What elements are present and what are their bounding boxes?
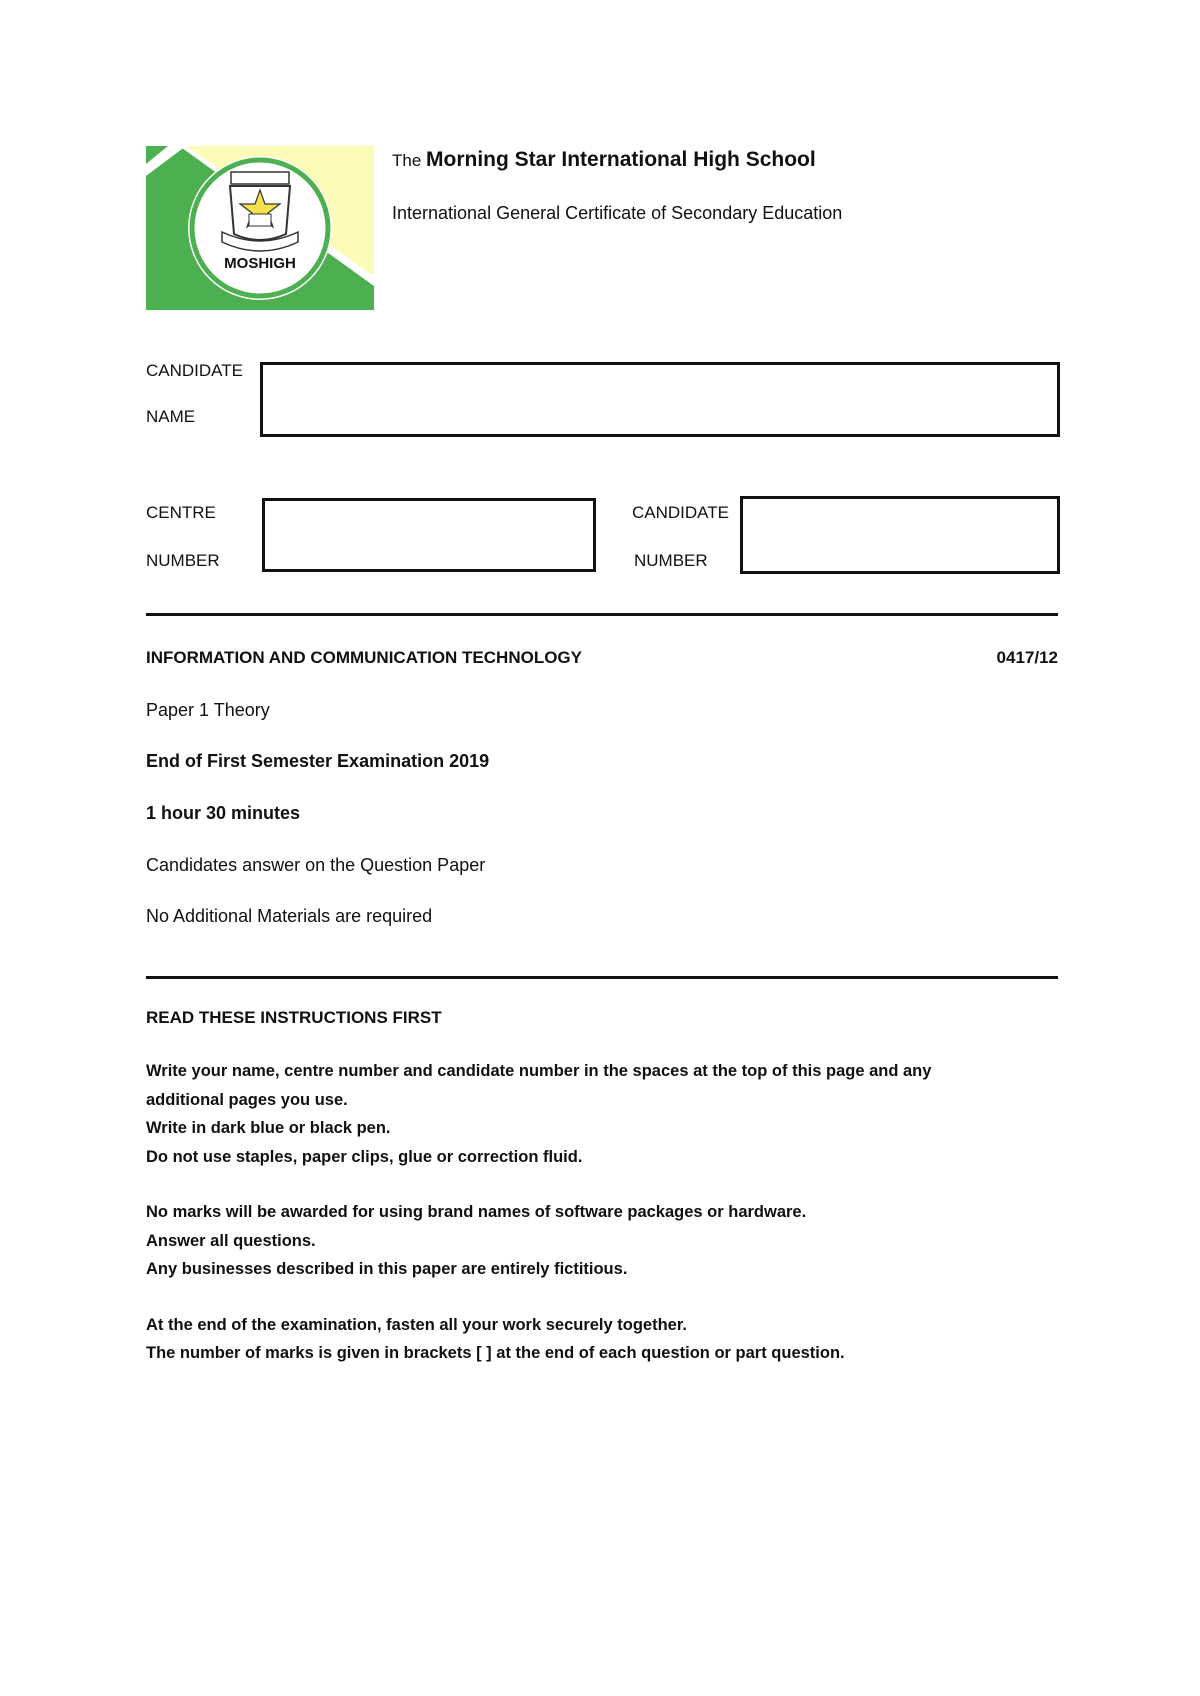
instruction-line: Do not use staples, paper clips, glue or correction fluid. <box>146 1147 583 1166</box>
paper-code: 0417/12 <box>996 648 1058 667</box>
instruction-line: Write your name, centre number and candidate number in the spaces at the top of this page and any <box>146 1062 932 1080</box>
instructions-paragraph <box>146 1311 1026 1368</box>
school-title <box>392 148 816 172</box>
candidate-name-field[interactable] <box>260 362 1060 437</box>
candidate-name-label-line1: CANDIDATE <box>146 361 243 380</box>
centre-number-label-line2: NUMBER <box>146 551 220 570</box>
instructions-body <box>146 1057 1026 1395</box>
centre-number-label-line1: CENTRE <box>146 503 216 522</box>
paper-name: Paper 1 Theory <box>146 700 270 720</box>
qualification-title: International General Certificate of Secondary Education <box>392 203 843 223</box>
candidate-number-label-line2: NUMBER <box>634 551 708 570</box>
candidate-number-field[interactable] <box>740 496 1060 574</box>
school-logo <box>146 146 374 310</box>
candidate-name-label-line2: NAME <box>146 407 196 426</box>
centre-number-field[interactable] <box>262 498 596 572</box>
materials-note: No Additional Materials are required <box>146 906 433 926</box>
instruction-line: Any businesses described in this paper are entirely fictitious. <box>146 1260 628 1278</box>
instructions-paragraph <box>146 1198 1026 1284</box>
candidate-number-label-line1: CANDIDATE <box>632 503 729 522</box>
instruction-line: At the end of the examination, fasten all your work securely together. <box>146 1315 687 1334</box>
svg-text:MOSHIGH: MOSHIGH <box>224 255 296 272</box>
school-prefix: The <box>392 151 422 170</box>
exam-duration: 1 hour 30 minutes <box>146 803 301 823</box>
instructions-paragraph <box>146 1057 1026 1171</box>
instruction-line: Answer all questions. <box>146 1231 316 1250</box>
divider-bottom <box>146 976 1058 979</box>
instruction-line: additional pages you use. <box>146 1090 348 1109</box>
school-name: Morning Star International High School <box>426 148 816 171</box>
instruction-line: The number of marks is given in brackets [ ] at the end of each question or part question. <box>146 1344 845 1362</box>
instruction-line: No marks will be awarded for using brand names of software packages or hardware. <box>146 1203 807 1221</box>
instructions-heading: READ THESE INSTRUCTIONS FIRST <box>146 1008 442 1027</box>
subject-title: INFORMATION AND COMMUNICATION TECHNOLOGY <box>146 648 582 667</box>
exam-session: End of First Semester Examination 2019 <box>146 751 490 771</box>
answer-note: Candidates answer on the Question Paper <box>146 855 486 875</box>
divider-top <box>146 613 1058 616</box>
instruction-line: Write in dark blue or black pen. <box>146 1119 391 1137</box>
